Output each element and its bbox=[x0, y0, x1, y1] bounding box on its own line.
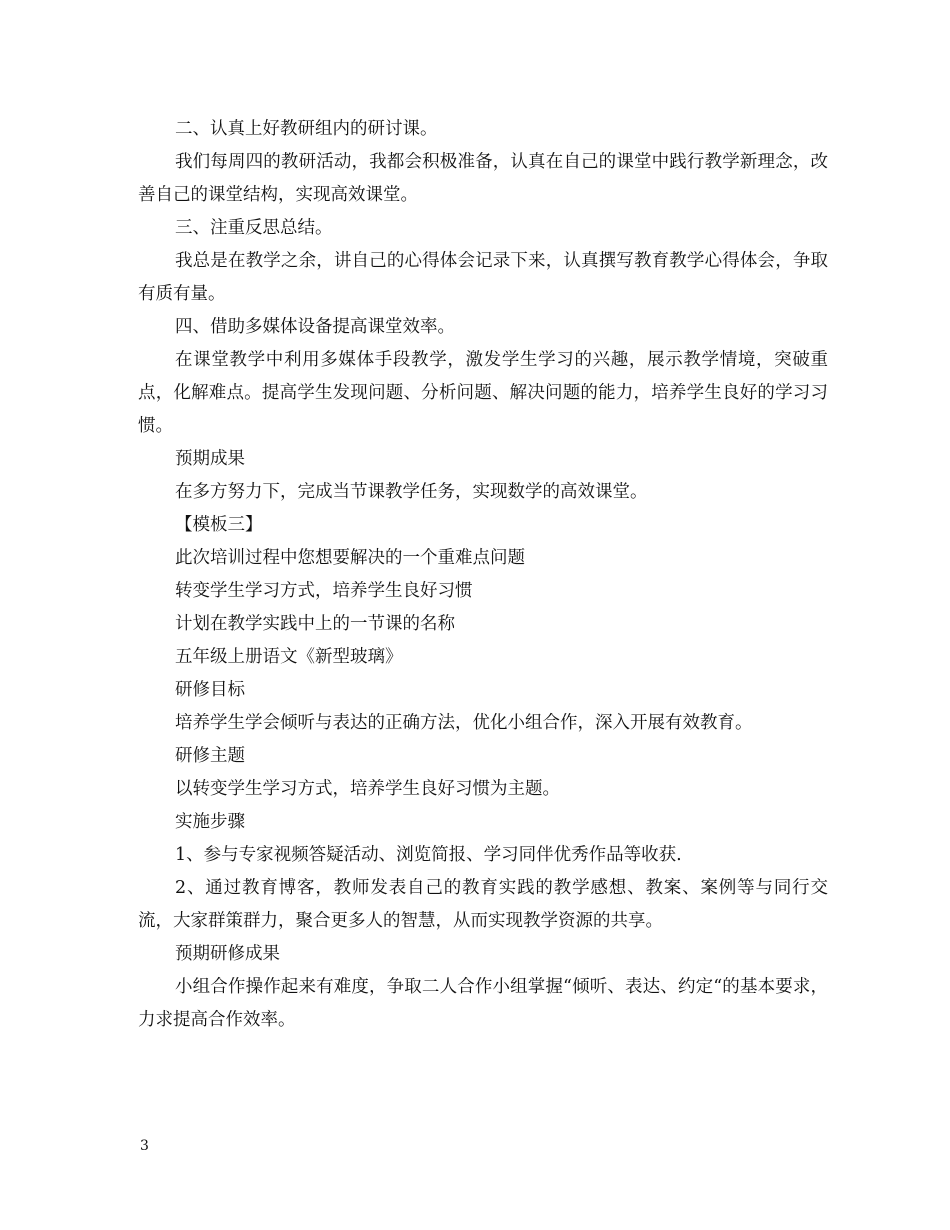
list-item: 2、通过教育博客，教师发表自己的教育实践的教学感想、教案、案例等与同行交流，大家群策群力，聚合更多人的智慧，从而实现教学资源的共享。 bbox=[138, 878, 828, 931]
paragraph: 在课堂教学中利用多媒体手段教学，激发学生学习的兴趣，展示教学情境，突破重点，化解难点。提高学生发现问题、分析问题、解决问题的能力，培养学生良好的学习习惯。 bbox=[138, 350, 828, 436]
paragraph: 我们每周四的教研活动，我都会积极准备，认真在自己的课堂中践行教学新理念，改善自己的课堂结构，实现高效课堂。 bbox=[138, 152, 828, 205]
list-item: 1、参与专家视频答疑活动、浏览简报、学习同伴优秀作品等收获. bbox=[175, 845, 682, 865]
paragraph: 我总是在教学之余，讲自己的心得体会记录下来，认真撰写教育教学心得体会，争取有质有量。 bbox=[138, 251, 828, 304]
paragraph: 在多方努力下，完成当节课教学任务，实现数学的高效课堂。 bbox=[175, 482, 648, 502]
page-number: 3 bbox=[140, 1138, 149, 1154]
paragraph: 培养学生学会倾听与表达的正确方法，优化小组合作，深入开展有效教育。 bbox=[175, 713, 753, 733]
template-heading: 【模板三】 bbox=[175, 515, 263, 535]
label-implementation-steps: 实施步骤 bbox=[175, 812, 245, 832]
paragraph: 五年级上册语文《新型玻璃》 bbox=[175, 647, 403, 667]
label-expected-study-results: 预期研修成果 bbox=[175, 944, 280, 964]
label-expected-results: 预期成果 bbox=[175, 449, 245, 469]
paragraph: 以转变学生学习方式，培养学生良好习惯为主题。 bbox=[175, 779, 560, 799]
section-heading-2: 二、认真上好教研组内的研讨课。 bbox=[175, 119, 438, 139]
label-study-goal: 研修目标 bbox=[175, 680, 245, 700]
label-key-problem: 此次培训过程中您想要解决的一个重难点问题 bbox=[175, 548, 525, 568]
document-body bbox=[138, 113, 828, 1037]
paragraph: 小组合作操作起来有难度，争取二人合作小组掌握“倾听、表达、约定“的基本要求，力求提高合作效率。 bbox=[138, 977, 828, 1030]
paragraph: 转变学生学习方式，培养学生良好习惯 bbox=[175, 581, 473, 601]
section-heading-3: 三、注重反思总结。 bbox=[175, 218, 333, 238]
label-lesson-name: 计划在教学实践中上的一节课的名称 bbox=[175, 614, 455, 634]
label-study-theme: 研修主题 bbox=[175, 746, 245, 766]
section-heading-4: 四、借助多媒体设备提高课堂效率。 bbox=[175, 317, 455, 337]
